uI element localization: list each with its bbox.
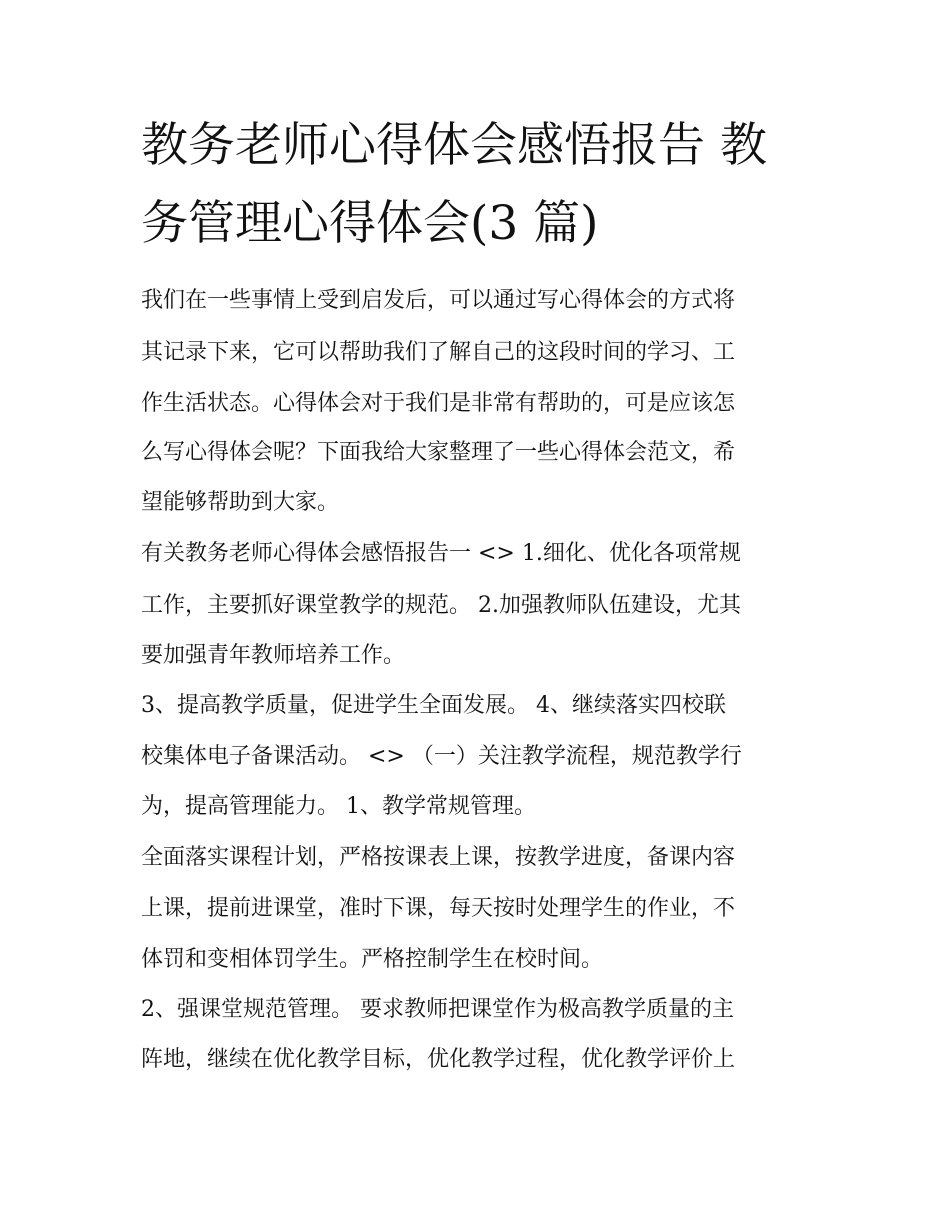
paragraph-line: 要加强青年教师培养工作。: [141, 643, 406, 668]
paragraph-line: 其记录下来，它可以帮助我们了解自己的这段时间的学习、工: [141, 340, 736, 365]
paragraph-line: 阵地，继续在优化教学目标，优化教学过程，优化教学评价上: [141, 1047, 736, 1072]
paragraph-line: 上课，提前进课堂，准时下课，每天按时处理学生的作业，不: [141, 896, 736, 921]
paragraph-line: 我们在一些事情上受到启发后，可以通过写心得体会的方式将: [141, 288, 736, 313]
paragraph-line: 体罚和变相体罚学生。严格控制学生在校时间。: [141, 947, 604, 972]
paragraph-line: 望能够帮助到大家。: [141, 490, 340, 515]
paragraph-line: 2、强课堂规范管理。 要求教师把课堂作为极高教学质量的主: [141, 997, 734, 1022]
paragraph-line: 有关教务老师心得体会感悟报告一 <> 1.细化、优化各项常规: [141, 541, 741, 566]
paragraph-line: 作生活状态。心得体会对于我们是非常有帮助的，可是应该怎: [141, 391, 736, 416]
paragraph-line: 为，提高管理能力。 1、教学常规管理。: [141, 794, 536, 819]
paragraph-line: 3、提高教学质量，促进学生全面发展。 4、继续落实四校联: [141, 693, 726, 718]
document-title-line-1: 教务老师心得体会感悟报告 教: [141, 118, 767, 173]
paragraph-line: 校集体电子备课活动。 <> （一）关注教学流程，规范教学行: [141, 744, 742, 769]
paragraph-line: 工作，主要抓好课堂教学的规范。 2.加强教师队伍建设，尤其: [141, 593, 741, 618]
document-title-line-2: 务管理心得体会(3 篇): [141, 196, 599, 251]
paragraph-line: 全面落实课程计划，严格按课表上课，按教学进度，备课内容: [141, 845, 736, 870]
paragraph-line: 么写心得体会呢？下面我给大家整理了一些心得体会范文，希: [141, 440, 736, 465]
